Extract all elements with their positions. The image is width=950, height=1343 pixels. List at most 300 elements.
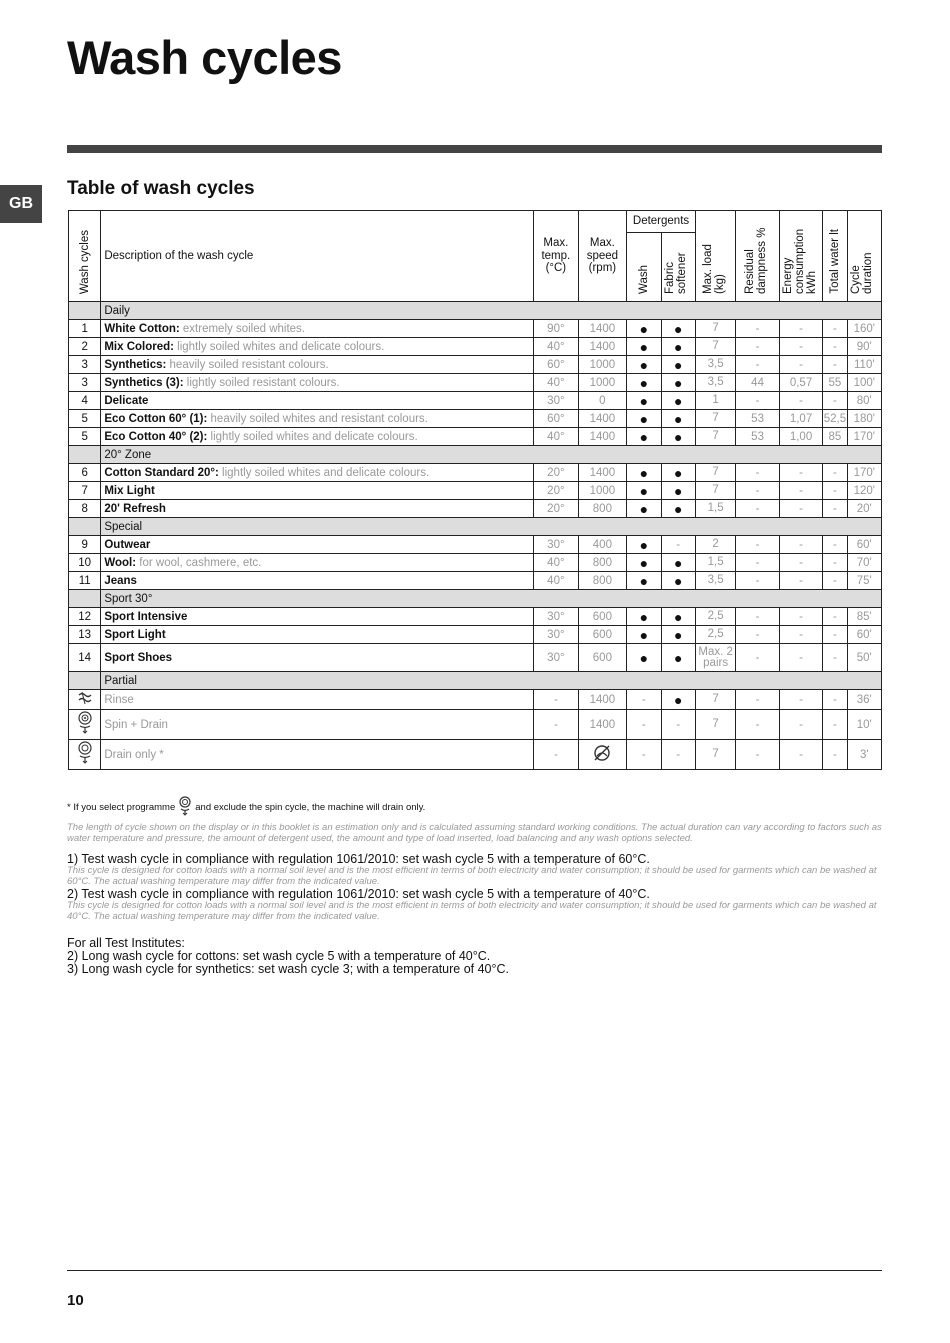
footnote-text-before: * If you select programme xyxy=(67,802,176,813)
max-speed: 0 xyxy=(578,392,627,410)
table-row xyxy=(69,410,882,428)
header-wash-cycles: Wash cycles xyxy=(69,211,101,302)
max-load: 3,5 xyxy=(695,374,735,392)
cycle-description xyxy=(101,690,534,710)
max-temp: 40° xyxy=(534,428,578,446)
section-cell xyxy=(69,672,101,690)
cycle-description xyxy=(101,500,534,518)
fabric-softener: ● xyxy=(661,410,695,428)
wash-detergent: ● xyxy=(627,608,661,626)
max-speed: 1000 xyxy=(578,374,627,392)
energy-consumption: - xyxy=(779,356,822,374)
max-temp: 20° xyxy=(534,500,578,518)
section-row xyxy=(69,518,882,536)
cycle-duration: 170' xyxy=(847,464,881,482)
cycle-name: Eco Cotton 40° (2): xyxy=(104,430,208,443)
drain-only-icon xyxy=(69,740,101,770)
cycle-number: 14 xyxy=(69,644,101,672)
cycle-number: 3 xyxy=(69,374,101,392)
residual-dampness: - xyxy=(736,500,779,518)
wash-detergent: ● xyxy=(627,374,661,392)
max-temp: 40° xyxy=(534,338,578,356)
cycle-description xyxy=(101,338,534,356)
cycle-name: Sport Light xyxy=(104,628,166,641)
residual-dampness: - xyxy=(736,554,779,572)
total-water: - xyxy=(823,554,847,572)
cycle-duration: 170' xyxy=(847,428,881,446)
duration-note: The length of cycle shown on the display or in this booklet is an estimation only and is calculated assuming standard working conditions. The actual duration can vary according to factors such as water temperature and pressure, the amount of detergent used, the amount and type of load inserted, load balancing and any wash options selected. xyxy=(67,822,882,844)
max-load: 1 xyxy=(695,392,735,410)
cycle-duration: 50' xyxy=(847,644,881,672)
table-row xyxy=(69,690,882,710)
table-row xyxy=(69,482,882,500)
wash-detergent: ● xyxy=(627,392,661,410)
cycle-description xyxy=(101,392,534,410)
fabric-softener: ● xyxy=(661,464,695,482)
cycle-description xyxy=(101,374,534,392)
energy-consumption: - xyxy=(779,482,822,500)
wash-detergent: ● xyxy=(627,464,661,482)
footnote-text-after: and exclude the spin cycle, the machine will drain only. xyxy=(195,802,426,813)
cycle-description xyxy=(101,410,534,428)
cycle-duration: 85' xyxy=(847,608,881,626)
wash-cycles-body xyxy=(69,302,882,770)
residual-dampness: - xyxy=(736,644,779,672)
max-load: 7 xyxy=(695,740,735,770)
max-speed: 600 xyxy=(578,626,627,644)
max-speed: 1400 xyxy=(578,710,627,740)
cycle-description xyxy=(101,644,534,672)
institutes-title: For all Test Institutes: xyxy=(67,936,185,950)
residual-dampness: 53 xyxy=(736,410,779,428)
wash-detergent: ● xyxy=(627,554,661,572)
residual-dampness: 44 xyxy=(736,374,779,392)
cycle-description xyxy=(101,740,534,770)
title-rule xyxy=(67,145,882,153)
fabric-softener: ● xyxy=(661,644,695,672)
cycle-description xyxy=(101,608,534,626)
max-temp: 60° xyxy=(534,356,578,374)
cycle-duration: 70' xyxy=(847,554,881,572)
header-residual-dampness: Residual dampness % xyxy=(736,211,779,302)
header-detergents: Detergents xyxy=(627,211,696,233)
test1-description: This cycle is designed for cotton loads with a normal soil level and is the most efficient in terms of both electricity and water consumption; it should be used for garments which can be washed at 60°C. The actual washing temperature may differ from the indicated value. xyxy=(67,865,877,887)
total-water: - xyxy=(823,338,847,356)
max-load: 7 xyxy=(695,410,735,428)
max-speed: 1400 xyxy=(578,410,627,428)
max-speed: 400 xyxy=(578,536,627,554)
wash-detergent: - xyxy=(627,710,661,740)
max-temp: - xyxy=(534,690,578,710)
page-number: 10 xyxy=(67,1292,84,1309)
cycle-description xyxy=(101,554,534,572)
table-row xyxy=(69,464,882,482)
footer-rule xyxy=(67,1270,882,1271)
cycle-name: Eco Cotton 60° (1): xyxy=(104,412,208,425)
cycle-number: 12 xyxy=(69,608,101,626)
max-temp: 90° xyxy=(534,320,578,338)
cycle-duration: 10' xyxy=(847,710,881,740)
energy-consumption: - xyxy=(779,536,822,554)
cycle-description xyxy=(101,356,534,374)
cycle-detail: lightly soiled whites and delicate colours. xyxy=(173,340,385,353)
section-cell xyxy=(69,518,101,536)
header-fabric-softener: Fabric softener xyxy=(661,233,695,302)
cycle-number: 4 xyxy=(69,392,101,410)
wash-detergent: ● xyxy=(627,482,661,500)
table-row xyxy=(69,740,882,770)
max-speed: 800 xyxy=(578,554,627,572)
residual-dampness: - xyxy=(736,356,779,374)
wash-detergent: ● xyxy=(627,626,661,644)
max-load: 7 xyxy=(695,710,735,740)
max-speed: 600 xyxy=(578,608,627,626)
wash-detergent: ● xyxy=(627,320,661,338)
wash-detergent: ● xyxy=(627,500,661,518)
max-temp: 30° xyxy=(534,644,578,672)
table-row xyxy=(69,608,882,626)
total-water: - xyxy=(823,464,847,482)
max-speed: 1400 xyxy=(578,320,627,338)
wash-detergent: ● xyxy=(627,536,661,554)
fabric-softener: - xyxy=(661,710,695,740)
max-load: 2,5 xyxy=(695,626,735,644)
section-row xyxy=(69,672,882,690)
wash-detergent: - xyxy=(627,740,661,770)
section-row xyxy=(69,302,882,320)
language-tab: GB xyxy=(0,185,42,223)
max-temp: - xyxy=(534,740,578,770)
cycle-description xyxy=(101,320,534,338)
cycle-duration: 180' xyxy=(847,410,881,428)
wash-detergent: ● xyxy=(627,410,661,428)
table-row xyxy=(69,392,882,410)
cycle-description xyxy=(101,572,534,590)
total-water: - xyxy=(823,710,847,740)
cycle-description xyxy=(101,482,534,500)
institutes-line-2: 2) Long wash cycle for cottons: set wash cycle 5 with a temperature of 40°C. xyxy=(67,949,491,963)
max-speed: 1400 xyxy=(578,690,627,710)
cycle-duration: 36' xyxy=(847,690,881,710)
cycle-description xyxy=(101,428,534,446)
wash-detergent: - xyxy=(627,690,661,710)
max-load: 3,5 xyxy=(695,356,735,374)
residual-dampness: - xyxy=(736,482,779,500)
cycle-number: 11 xyxy=(69,572,101,590)
max-temp: - xyxy=(534,710,578,740)
energy-consumption: - xyxy=(779,320,822,338)
section-name: 20° Zone xyxy=(101,446,882,464)
cycle-duration: 110' xyxy=(847,356,881,374)
total-water: - xyxy=(823,740,847,770)
header-total-water: Total water lt xyxy=(823,211,847,302)
cycle-name: Wool: xyxy=(104,556,137,569)
cycle-detail: extremely soiled whites. xyxy=(179,322,305,335)
cycle-name: 20' Refresh xyxy=(104,502,166,515)
total-water: - xyxy=(823,320,847,338)
total-water: 55 xyxy=(823,374,847,392)
max-temp: 30° xyxy=(534,392,578,410)
cycle-number: 2 xyxy=(69,338,101,356)
total-water: - xyxy=(823,644,847,672)
fabric-softener: ● xyxy=(661,554,695,572)
total-water: 52,5 xyxy=(823,410,847,428)
spin-drain-icon xyxy=(69,710,101,740)
residual-dampness: - xyxy=(736,740,779,770)
max-temp: 40° xyxy=(534,554,578,572)
cycle-name: Mix Light xyxy=(104,484,155,497)
header-wash: Wash xyxy=(627,233,661,302)
energy-consumption: - xyxy=(779,740,822,770)
header-energy-consumption: Energy consumption kWh xyxy=(779,211,822,302)
wash-detergent: ● xyxy=(627,644,661,672)
cycle-duration: 160' xyxy=(847,320,881,338)
residual-dampness: - xyxy=(736,536,779,554)
fabric-softener: ● xyxy=(661,572,695,590)
rinse-icon xyxy=(69,690,101,710)
cycle-duration: 20' xyxy=(847,500,881,518)
wash-detergent: ● xyxy=(627,428,661,446)
energy-consumption: - xyxy=(779,626,822,644)
section-cell xyxy=(69,302,101,320)
cycle-number: 10 xyxy=(69,554,101,572)
section-cell xyxy=(69,446,101,464)
residual-dampness: - xyxy=(736,320,779,338)
cycle-detail: lightly soiled whites and delicate colours. xyxy=(218,466,430,479)
energy-consumption: - xyxy=(779,608,822,626)
cycle-description xyxy=(101,626,534,644)
page-title: Wash cycles xyxy=(67,31,342,84)
max-load: 3,5 xyxy=(695,572,735,590)
cycle-name: Sport Shoes xyxy=(104,651,173,664)
max-load: Max. 2 pairs xyxy=(695,644,735,672)
header-max-speed: Max. speed (rpm) xyxy=(578,211,627,302)
total-water: - xyxy=(823,608,847,626)
energy-consumption: - xyxy=(779,690,822,710)
max-temp: 30° xyxy=(534,608,578,626)
residual-dampness: - xyxy=(736,572,779,590)
energy-consumption: - xyxy=(779,572,822,590)
fabric-softener: ● xyxy=(661,392,695,410)
fabric-softener: ● xyxy=(661,338,695,356)
energy-consumption: - xyxy=(779,338,822,356)
section-cell xyxy=(69,590,101,608)
max-temp: 40° xyxy=(534,374,578,392)
cycle-duration: 60' xyxy=(847,536,881,554)
max-load: 7 xyxy=(695,338,735,356)
cycle-number: 5 xyxy=(69,410,101,428)
table-row xyxy=(69,554,882,572)
cycle-name: Synthetics (3): xyxy=(104,376,184,389)
max-speed: 1400 xyxy=(578,428,627,446)
max-temp: 40° xyxy=(534,572,578,590)
max-temp: 60° xyxy=(534,410,578,428)
max-load: 1,5 xyxy=(695,554,735,572)
max-temp: 20° xyxy=(534,482,578,500)
cycle-description xyxy=(101,536,534,554)
energy-consumption: 1,07 xyxy=(779,410,822,428)
max-speed: 600 xyxy=(578,644,627,672)
cycle-number: 9 xyxy=(69,536,101,554)
no-spin-icon xyxy=(578,740,627,770)
total-water: 85 xyxy=(823,428,847,446)
cycle-duration: 120' xyxy=(847,482,881,500)
fabric-softener: ● xyxy=(661,608,695,626)
wash-detergent: ● xyxy=(627,338,661,356)
cycle-name: White Cotton: xyxy=(104,322,180,335)
section-name: Special xyxy=(101,518,882,536)
total-water: - xyxy=(823,392,847,410)
table-title: Table of wash cycles xyxy=(67,178,255,199)
cycle-duration: 3' xyxy=(847,740,881,770)
max-temp: 30° xyxy=(534,626,578,644)
cycle-duration: 60' xyxy=(847,626,881,644)
table-row xyxy=(69,572,882,590)
fabric-softener: ● xyxy=(661,500,695,518)
energy-consumption: - xyxy=(779,554,822,572)
max-speed: 1400 xyxy=(578,338,627,356)
max-load: 1,5 xyxy=(695,500,735,518)
fabric-softener: ● xyxy=(661,320,695,338)
total-water: - xyxy=(823,626,847,644)
fabric-softener: - xyxy=(661,536,695,554)
wash-cycles-table xyxy=(68,210,882,770)
max-temp: 30° xyxy=(534,536,578,554)
table-row xyxy=(69,428,882,446)
test2-title: 2) Test wash cycle in compliance with regulation 1061/2010: set wash cycle 5 with a temperature of 40°C. xyxy=(67,887,650,901)
energy-consumption: 0,57 xyxy=(779,374,822,392)
fabric-softener: ● xyxy=(661,626,695,644)
max-load: 7 xyxy=(695,690,735,710)
section-row xyxy=(69,446,882,464)
total-water: - xyxy=(823,500,847,518)
cycle-detail: Drain only * xyxy=(104,748,164,761)
fabric-softener: - xyxy=(661,740,695,770)
cycle-name: Jeans xyxy=(104,574,137,587)
table-row xyxy=(69,626,882,644)
max-temp: 20° xyxy=(534,464,578,482)
energy-consumption: - xyxy=(779,644,822,672)
total-water: - xyxy=(823,356,847,374)
wash-detergent: ● xyxy=(627,356,661,374)
energy-consumption: - xyxy=(779,464,822,482)
cycle-number: 6 xyxy=(69,464,101,482)
total-water: - xyxy=(823,536,847,554)
cycle-name: Synthetics: xyxy=(104,358,167,371)
total-water: - xyxy=(823,482,847,500)
max-speed: 1400 xyxy=(578,464,627,482)
cycle-description xyxy=(101,464,534,482)
cycle-detail: lightly soiled resistant colours. xyxy=(183,376,340,389)
max-speed: 800 xyxy=(578,572,627,590)
cycle-detail: lightly soiled whites and delicate colours. xyxy=(207,430,418,443)
total-water: - xyxy=(823,572,847,590)
cycle-detail: Spin + Drain xyxy=(104,718,168,731)
max-speed: 1000 xyxy=(578,356,627,374)
section-row xyxy=(69,590,882,608)
cycle-number: 1 xyxy=(69,320,101,338)
residual-dampness: - xyxy=(736,710,779,740)
max-load: 7 xyxy=(695,428,735,446)
header-description: Description of the wash cycle xyxy=(101,211,534,302)
cycle-name: Cotton Standard 20°: xyxy=(104,466,219,479)
cycle-duration: 80' xyxy=(847,392,881,410)
section-name: Daily xyxy=(101,302,882,320)
table-row xyxy=(69,320,882,338)
cycle-description xyxy=(101,710,534,740)
energy-consumption: - xyxy=(779,392,822,410)
table-row xyxy=(69,710,882,740)
cycle-duration: 75' xyxy=(847,572,881,590)
header-max-temp: Max. temp. (°C) xyxy=(534,211,578,302)
cycle-number: 8 xyxy=(69,500,101,518)
cycle-number: 3 xyxy=(69,356,101,374)
residual-dampness: - xyxy=(736,338,779,356)
test1-title: 1) Test wash cycle in compliance with regulation 1061/2010: set wash cycle 5 with a temperature of 60°C. xyxy=(67,852,650,866)
table-row xyxy=(69,536,882,554)
spin-footnote xyxy=(67,796,425,819)
residual-dampness: 53 xyxy=(736,428,779,446)
section-name: Sport 30° xyxy=(101,590,882,608)
fabric-softener: ● xyxy=(661,356,695,374)
max-load: 7 xyxy=(695,320,735,338)
header-cycle-duration: Cycle duration xyxy=(847,211,881,302)
cycle-number: 13 xyxy=(69,626,101,644)
cycle-detail: for wool, cashmere, etc. xyxy=(136,556,262,569)
cycle-detail: Rinse xyxy=(104,693,134,706)
table-row xyxy=(69,644,882,672)
cycle-duration: 100' xyxy=(847,374,881,392)
drain-only-icon xyxy=(178,796,192,819)
cycle-detail: heavily soiled whites and resistant colours. xyxy=(207,412,428,425)
residual-dampness: - xyxy=(736,464,779,482)
cycle-name: Sport Intensive xyxy=(104,610,188,623)
cycle-name: Outwear xyxy=(104,538,151,551)
max-load: 7 xyxy=(695,464,735,482)
section-name: Partial xyxy=(101,672,882,690)
cycle-number: 7 xyxy=(69,482,101,500)
cycle-duration: 90' xyxy=(847,338,881,356)
cycle-detail: heavily soiled resistant colours. xyxy=(166,358,329,371)
fabric-softener: ● xyxy=(661,428,695,446)
cycle-name: Mix Colored: xyxy=(104,340,174,353)
energy-consumption: - xyxy=(779,710,822,740)
residual-dampness: - xyxy=(736,626,779,644)
table-row xyxy=(69,356,882,374)
wash-detergent: ● xyxy=(627,572,661,590)
max-load: 7 xyxy=(695,482,735,500)
fabric-softener: ● xyxy=(661,374,695,392)
header-max-load: Max. load (kg) xyxy=(695,211,735,302)
energy-consumption: 1,00 xyxy=(779,428,822,446)
test2-description: This cycle is designed for cotton loads with a normal soil level and is the most efficient in terms of both electricity and water consumption; it should be used for garments which can be washed at 40°C. The actual washing temperature may differ from the indicated value. xyxy=(67,900,877,922)
fabric-softener: ● xyxy=(661,482,695,500)
max-load: 2,5 xyxy=(695,608,735,626)
energy-consumption: - xyxy=(779,500,822,518)
max-speed: 800 xyxy=(578,500,627,518)
fabric-softener: ● xyxy=(661,690,695,710)
table-row xyxy=(69,338,882,356)
total-water: - xyxy=(823,690,847,710)
max-speed: 1000 xyxy=(578,482,627,500)
residual-dampness: - xyxy=(736,690,779,710)
institutes-line-3: 3) Long wash cycle for synthetics: set wash cycle 3; with a temperature of 40°C. xyxy=(67,962,510,976)
cycle-number: 5 xyxy=(69,428,101,446)
table-row xyxy=(69,500,882,518)
cycle-name: Delicate xyxy=(104,394,149,407)
residual-dampness: - xyxy=(736,608,779,626)
table-row xyxy=(69,374,882,392)
